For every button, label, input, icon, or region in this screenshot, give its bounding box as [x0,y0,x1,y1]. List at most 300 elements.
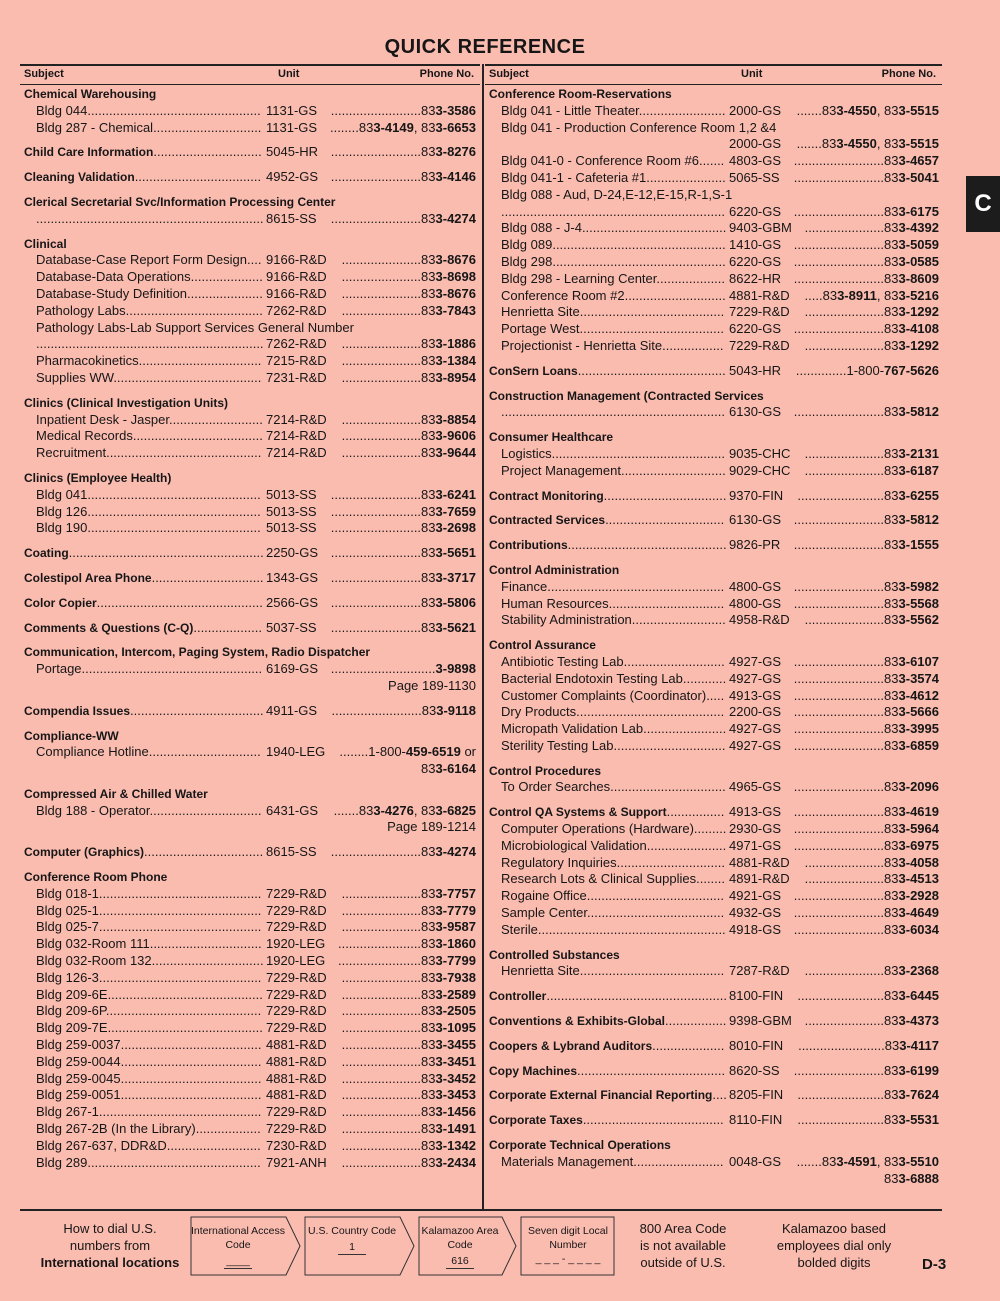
dot-leader: ................................................ [552,237,726,253]
entry-unit: 4965-GS [729,779,782,795]
subject-text: Bldg 209-6P [36,1003,106,1019]
entry-phone: .........................833-4274 [330,210,476,226]
entry-phone: ......................833-1886 [341,336,476,352]
dot-leader: ...................... [341,428,422,444]
subject-text: Bldg 126 [36,503,88,519]
entry-heading [489,488,939,505]
dial-line: numbers from [69,1238,151,1253]
entry-phone: .........................833-5964 [793,821,939,837]
subject-text: Bldg 267-1 [36,1104,99,1120]
dot-leader: ........................................... [106,445,262,461]
dot-leader: ............................... [149,802,262,818]
entry-subject: Conference Room-Reservations [489,87,672,101]
subject-text: Supplies WW [36,369,114,385]
entry-phone: .........................833-5982 [793,578,939,594]
entry-subject [36,970,261,987]
entry-phone: ......................833-3452 [341,1070,476,1086]
dot-leader: ...................... [341,411,422,427]
subject-text: Bldg 041 - Little Theater [501,102,639,118]
dot-leader: ......................... [793,804,885,820]
entry-subject [36,412,263,429]
entry-heading [24,869,476,886]
entry-row [489,855,939,872]
entry-heading [489,86,939,103]
dot-leader: .............................................. [96,594,263,610]
entry-subject [501,704,724,721]
entry-heading [489,1038,939,1055]
dot-leader: ......................... [330,102,422,118]
dot-leader: ......................... [330,569,422,585]
header-phone: Phone No. [881,68,936,80]
entry-heading [489,1013,939,1030]
entry-subject [36,1104,261,1121]
subject-text: Contract Monitoring [489,488,604,503]
entry-phone: .......833-4276, 833-6825 [333,802,476,818]
entry-phone: .........................833-3995 [793,721,939,737]
entry-phone: .........................833-3717 [330,569,476,585]
subject-text: Rogaine Office [501,888,587,904]
entry-phone: .......833-4591, 833-5510 [796,1153,939,1169]
subject-text: Computer (Graphics) [24,845,145,860]
box-label: U.S. Country Code [307,1225,397,1237]
dot-leader: ................................... [134,169,262,185]
entry-unit: 7229-R&D [729,304,790,320]
entry-unit: 4881-R&D [266,1070,327,1086]
dot-leader: ...................... [341,336,422,352]
entry-unit: 4803-GS [729,153,782,169]
entry-unit: 5045-HR [266,144,319,160]
entry-phone: ......................833-1384 [341,353,476,369]
entry-subject [24,144,262,161]
entry-unit: 9403-GBM [729,220,792,236]
entry-unit: 7287-R&D [729,963,790,979]
entry-subject [36,286,263,303]
entry-phone: ......................833-7779 [341,902,476,918]
dot-leader: ............................... [149,936,262,952]
entry-unit: 9035-CHC [729,445,791,461]
subject-text: Bldg 044 [36,102,88,118]
entry-subject [501,855,725,872]
entry-unit: 7229-R&D [266,902,327,918]
entry-row [24,370,476,387]
dot-leader: ..................................... [130,702,264,718]
entry-subject [501,153,724,170]
subject-text: Computer Operations (Hardware) [501,821,694,837]
entry-phone: .............................3-9898 [330,661,476,677]
subject-text: Portage West [501,321,580,337]
entry-unit: 4800-GS [729,595,782,611]
entry-unit: 4911-GS [266,702,318,718]
subject-text: Bldg 025-1 [36,902,99,918]
dot-leader: ...................... [341,969,422,985]
entry-row [24,520,476,537]
entry-row [489,838,939,855]
subject-text: Conventions & Exhibits-Global [489,1014,666,1029]
entry-row [24,953,476,970]
dot-leader: ........................................ [579,321,725,337]
entry-subject: Compliance-WW [24,728,119,743]
note-line: bolded digits [797,1255,871,1270]
dot-leader: ........................ [638,102,726,118]
header-unit: Unit [741,68,763,80]
subject-text: Microbiological Validation [501,837,647,853]
entry-row [489,821,939,838]
entry-phone: .........................833-6859 [793,737,939,753]
dot-leader: ......................... [793,821,885,837]
entry-phone: ......................833-3455 [341,1037,476,1053]
entry-unit: 9826-PR [729,537,781,553]
subject-text: Bldg 259-0051 [36,1087,121,1103]
entry-phone: ......................833-8954 [341,369,476,385]
dot-leader: ...................... [804,871,885,887]
subject-text: Bldg 041-0 - Conference Room #6 [501,153,700,169]
dot-leader: ...................................... [586,888,725,904]
subject-text: Conference Room #2 [501,287,625,303]
entry-row [489,170,939,187]
entry-subject [36,1155,261,1172]
dot-leader: ....................................... [120,1053,262,1069]
entry-subject [501,446,725,463]
dot-leader: ..................... [187,285,263,301]
entry-phone: .........................833-4146 [330,169,476,185]
entry-unit: 4921-GS [729,888,782,904]
subject-text: Color Copier [24,595,97,610]
entry-phone: ......................833-8676 [341,285,476,301]
dot-leader: ......................... [793,687,885,703]
dot-leader: ....................... [337,953,422,969]
entry-unit: 8620-SS [729,1062,780,1078]
entry-subject [489,1013,726,1030]
dot-leader: ......................... [793,203,885,219]
entry-phone: .........................833-1555 [793,537,939,553]
dot-leader: ...................... [804,220,885,236]
dot-leader: .............................................................. [501,203,725,219]
entry-row [489,136,939,153]
entry-heading [489,763,939,780]
entry-phone: ......................833-4513 [804,871,939,887]
entry-row [24,412,476,429]
entry-row [24,970,476,987]
entry-subject [501,922,726,939]
dot-leader: ...................... [341,1037,422,1053]
entry-subject [36,1003,261,1020]
entry-subject: Control Procedures [489,763,602,778]
dot-leader: .............................. [616,854,725,870]
subject-text: Corporate Taxes [489,1113,583,1128]
dot-leader: ................................................ [551,445,725,461]
entry-subject [501,271,725,288]
entry-heading [489,1112,939,1129]
entry-heading [489,947,939,964]
entry-phone: ......................833-2505 [341,1003,476,1019]
dot-leader: ......................... [793,779,885,795]
entry-unit: 7229-R&D [729,337,790,353]
dot-leader: .................... [190,269,263,285]
entry-subject [501,288,726,305]
entry-unit: 8010-FIN [729,1037,784,1053]
dot-leader: ......................... [793,512,885,528]
entry-subject [24,595,263,612]
subject-text: Inpatient Desk - Jasper [36,411,169,427]
subject-text: Bldg 267-637, DDR&D [36,1137,167,1153]
entry-phone: .....833-8911, 833-5216 [804,287,939,303]
subject-text: Projectionist - Henrietta Site [501,337,663,353]
entry-unit: 4927-GS [729,670,782,686]
dot-leader: ......................... [793,888,885,904]
subject-text: Coating [24,546,69,561]
dot-leader: .................................. [603,487,727,503]
subject-text: Bldg 032-Room 111 [36,936,150,952]
dot-leader: ............................. [620,462,726,478]
entry-row [24,428,476,445]
dot-leader: ......................... [633,1153,724,1169]
header-phone: Phone No. [419,68,474,80]
entry-unit: 7214-R&D [266,411,327,427]
dot-leader: ...................... [341,1087,422,1103]
dot-leader: ............................... [613,737,726,753]
dot-leader: ......................... [330,520,422,536]
subject-text: Compendia Issues [24,703,131,718]
box-label: Seven digit Local Number [528,1225,608,1251]
entry-phone: ......................833-1292 [804,337,939,353]
entry-phone: ......................833-7757 [341,885,476,901]
entry-row [489,779,939,796]
box-label: International Access Code [191,1225,285,1251]
entry-phone: .........................833-6199 [793,1062,939,1078]
dot-leader: ...................... [341,369,422,385]
dot-leader: ........................ [797,1087,885,1103]
subject-text: Compliance Hotline [36,744,149,760]
subject-text: Bldg 041 [36,486,88,502]
dot-leader: .............................. [153,119,262,135]
dot-leader: ......................... [793,253,885,269]
entry-phone: .........................833-5651 [330,545,476,561]
entry-phone: ........833-4149, 833-6653 [329,119,476,135]
entry-unit: 7262-R&D [266,302,327,318]
dot-leader: .................................... [132,428,263,444]
entry-subject [489,512,724,529]
entry-unit: 6130-GS [729,512,782,528]
subject-text: Stability Administration [501,612,632,628]
entry-unit: 4891-R&D [729,871,790,887]
page-title: QUICK REFERENCE [384,36,586,58]
entry-unit: 8100-FIN [729,988,784,1004]
entry-heading [24,194,476,211]
entry-unit: 2930-GS [729,821,782,837]
entry-subject [36,661,262,678]
entry-subject [501,321,724,338]
entry-unit: 7229-R&D [266,1003,327,1019]
subject-text: Sterile [501,921,538,937]
dot-leader: ........ [339,744,369,760]
entry-phone: ......................833-7938 [341,969,476,985]
entry-subject [501,338,724,355]
entry-subject [36,303,263,320]
entry-heading [489,388,939,405]
entry-row [489,404,939,421]
entry-phone: ......................833-4392 [804,220,939,236]
subject-text: Bldg 025-7 [36,919,99,935]
subject-text: Child Care Information [24,145,154,160]
entry-row [24,1054,476,1071]
entry-subject [36,428,263,445]
dot-leader: .... [246,252,262,268]
entry-subject [36,336,264,353]
entry-heading [24,395,476,412]
entry-unit: 7229-R&D [266,1121,327,1137]
entry-phone: .........................833-6034 [793,921,939,937]
entry-phone: .........................833-7659 [330,503,476,519]
entry-phone: ......................833-2368 [804,963,939,979]
entry-phone: ......................833-2434 [341,1154,476,1170]
entry-subject: Clerical Secretarial Svc/Information Processing Center [24,194,336,209]
entry-unit: 8110-FIN [729,1112,783,1128]
entry-row [489,204,939,221]
entry-subject [36,1121,261,1138]
dot-leader: ......................... [793,837,885,853]
entry-subject [501,688,724,705]
subject-text: Human Resources [501,595,609,611]
dot-leader: ................................................ [87,486,261,502]
entry-phone: ......................833-7843 [341,302,476,318]
dot-leader: ....................... [337,936,422,952]
entry-unit: 4927-GS [729,653,782,669]
subject-text: Bldg 126-3 [36,969,99,985]
entry-phone: .........................833-5812 [793,512,939,528]
dot-leader: ....................................... [120,1070,262,1086]
entry-subject [24,169,261,186]
entry-subject [36,445,261,462]
dot-leader: ........................................... [107,1020,263,1036]
dot-leader: ...................... [804,963,885,979]
dot-leader: ............................ [623,653,725,669]
dot-leader: ......................... [330,210,422,226]
entry-heading [24,169,476,186]
entry-unit: 7229-R&D [266,919,327,935]
entry-unit: 9370-FIN [729,487,784,503]
entry-subject: Clinical [24,236,67,251]
dot-leader: ....... [796,136,822,152]
entry-row [24,1087,476,1104]
entry-phone: .......833-4550, 833-5515 [796,136,939,152]
entry-unit: 9166-R&D [266,269,327,285]
entry-heading [24,786,476,803]
entry-subject [501,963,724,980]
entry-row [24,120,476,137]
entry-unit: 2250-GS [266,545,319,561]
entry-row [24,1155,476,1172]
entry-unit: 4918-GS [729,921,782,937]
dot-leader: ........................................ [579,963,725,979]
entry-phone: .........................833-3574 [793,670,939,686]
entry-subject: Controlled Substances [489,947,620,962]
subject-text: Sterility Testing Lab [501,737,614,753]
entry-unit: 1131-GS [266,102,318,118]
dot-leader: .......................... [166,1137,261,1153]
entry-row [24,103,476,120]
subject-text: Medical Records [36,428,133,444]
entry-unit: 9029-CHC [729,462,791,478]
access-code-box [190,1216,302,1276]
entry-phone: .........................833-0585 [793,253,939,269]
entry-unit: 7262-R&D [266,336,327,352]
entry-phone: ......................833-8854 [341,411,476,427]
entry-row [489,304,939,321]
entry-row [24,1121,476,1138]
dot-leader: ...................... [804,304,885,320]
entry-subject [501,579,724,596]
dot-leader: .................................................... [537,921,726,937]
entry-unit: 8615-SS [266,210,317,226]
dot-leader: .............................................................. [501,404,725,420]
entry-subject [36,803,261,820]
dot-leader: .................... [652,1037,725,1053]
dot-leader: ......................... [793,270,885,286]
dot-leader: ................................................ [87,102,261,118]
entry-continuation [24,819,476,836]
entry-unit: 4927-GS [729,721,782,737]
entry-row [489,654,939,671]
dot-leader: ................................................. [547,578,725,594]
entry-subject [36,103,261,120]
entry-row [24,286,476,303]
subject-text: Bldg 018-1 [36,885,99,901]
entry-unit: 7921-ANH [266,1154,327,1170]
dot-leader: ................... [656,270,726,286]
dot-leader: ...................... [804,1013,885,1029]
entry-subject: Communication, Intercom, Paging System, Radio Dispatcher [24,645,371,660]
entry-row [24,936,476,953]
entry-heading [489,429,939,446]
entry-subject: Consumer Healthcare [489,430,614,445]
entry-subject [36,1054,261,1071]
entry-subject [489,537,727,554]
dot-leader: ............................................................... [36,210,264,226]
entry-row [24,211,476,228]
dot-leader: ............................................. [98,919,262,935]
entry-subject [24,703,264,720]
entry-heading [24,570,476,587]
subject-text: Pharmacokinetics [36,353,139,369]
continuation-text: Page 189-1214 [387,819,476,835]
dot-leader: ........................................... [107,986,263,1002]
entry-heading [24,86,476,103]
entry-heading [24,703,476,720]
dot-leader: ......................... [330,619,422,635]
dot-leader: ..... [706,687,725,703]
entry-unit: 9166-R&D [266,252,327,268]
entry-phone: .........................833-5806 [330,594,476,610]
entry-phone: ......................833-8676 [341,252,476,268]
entry-phone: ..............1-800-767-5626 [795,362,939,378]
entry-subject [501,254,726,271]
dot-leader: ...................... [341,1121,422,1137]
subject-text: To Order Searches [501,779,611,795]
entry-phone: .......................833-7799 [337,953,476,969]
left-column-header [20,64,480,85]
entry-phone: .........................833-2698 [330,520,476,536]
entry-subject [36,919,261,936]
subject-text: ConSern Loans [489,363,578,378]
dot-leader: ......................... [793,670,885,686]
entry-unit: 6431-GS [266,802,319,818]
entry-heading [489,363,939,380]
entry-row [24,504,476,521]
subject-text: Bldg 298 [501,253,553,269]
subject-text: Coopers & Lybrand Auditors [489,1038,653,1053]
entry-subject [24,620,262,637]
entry-subject: Clinics (Employee Health) [24,470,172,485]
